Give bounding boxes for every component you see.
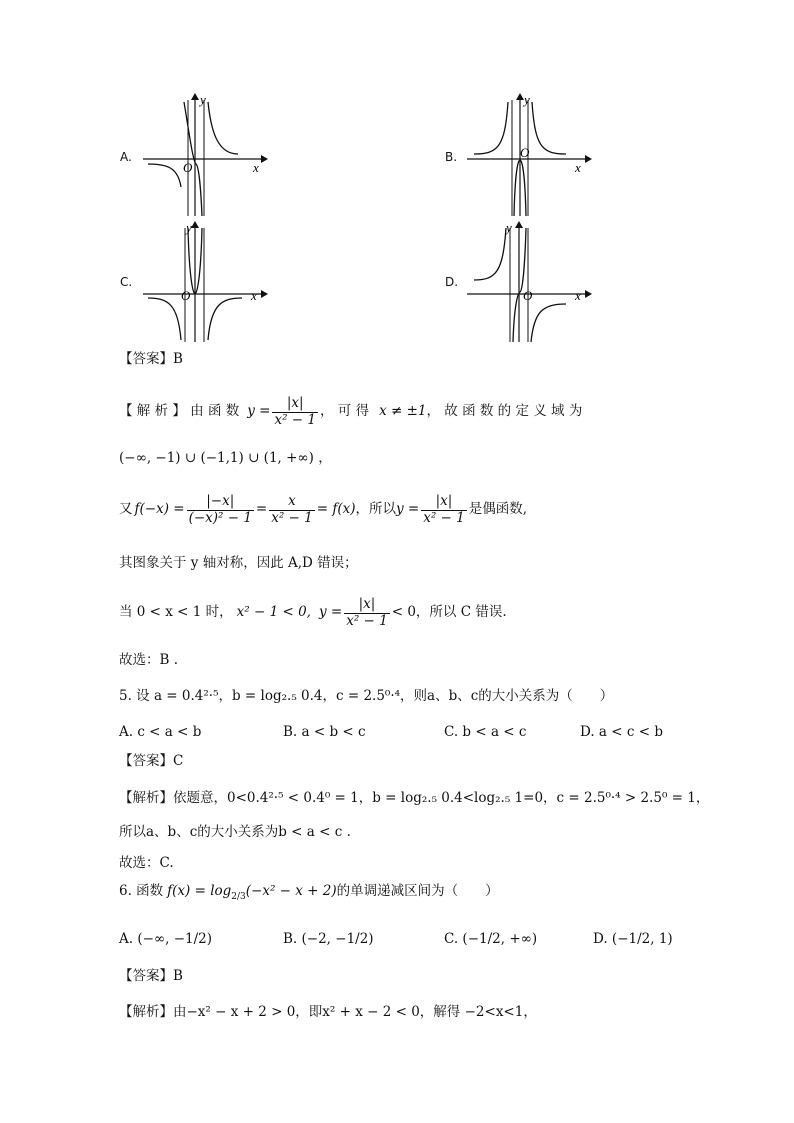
q6-stem: [119, 883, 499, 903]
graph-d-letter: D.: [445, 275, 459, 289]
q4-frac-x-den: x² − 1: [271, 509, 313, 526]
q5-conclusion: 所以a、b、c的大小关系为b < a < c .: [119, 824, 351, 840]
q4-fraction-x: [269, 494, 315, 526]
q4-y-eq3: y =: [318, 604, 343, 621]
q5-option-d: D. a < c < b: [580, 724, 663, 740]
q4-choose: 故选：B .: [119, 652, 179, 668]
q4-answer: 【答案】B: [119, 351, 183, 367]
q5-option-b: B. a < b < c: [283, 724, 366, 740]
graph-b-y-label: y: [524, 92, 530, 107]
q6-stem-arg: (−x² − x + 2): [245, 883, 337, 899]
graph-c-x-label: x: [251, 288, 257, 303]
q4-frac-neg-num: |−x|: [187, 494, 254, 511]
q4-analysis-line5: [119, 597, 507, 629]
q6-option-d: D. (−1/2, 1): [593, 931, 673, 947]
graph-a-origin-label: O: [183, 160, 193, 175]
q4-frac-x-num: x: [269, 494, 315, 511]
q4-symmetry: 其图象关于 y 轴对称，因此 A,D 错误；: [119, 555, 358, 571]
q6-answer: 【答案】B: [119, 968, 183, 984]
q4-domain-union: (−∞, −1) ∪ (−1,1) ∪ (1, +∞) ，: [119, 450, 332, 466]
q6-option-b: B. (−2, −1/2): [283, 931, 374, 947]
q4-eq: =: [255, 501, 268, 518]
graph-a-letter: A.: [120, 150, 132, 164]
q4-frac2-num: |x|: [421, 494, 467, 511]
graph-c: [138, 220, 268, 344]
graph-c-origin-label: O: [181, 288, 191, 303]
q4-f-neg-x: f(−x) =: [134, 501, 185, 518]
graph-b-x-label: x: [575, 160, 581, 175]
q4-x2-neg: x² − 1 < 0,: [236, 604, 311, 621]
graph-d-origin-label: O: [523, 288, 533, 303]
q4-y-eq: y =: [247, 403, 271, 420]
graph-a: [138, 92, 268, 220]
q4-analysis-line1: [119, 396, 582, 428]
graph-d-x-label: x: [575, 288, 581, 303]
q4-frac-neg-den: (−x)² − 1: [188, 509, 252, 526]
q5-answer: 【答案】C: [119, 753, 184, 769]
graph-b: [462, 92, 592, 220]
q4-is-even: 是偶函数,: [468, 501, 528, 518]
q4-fraction-2: [421, 494, 467, 526]
q6-stem-prefix: 6. 函数: [119, 883, 164, 899]
q4-fraction-3: [344, 597, 390, 629]
graph-c-y-label: y: [186, 220, 192, 235]
q5-analysis: 【解析】依题意，0<0.4²·⁵ < 0.4⁰ = 1，b = log₂.₅ 0.4<log₂.₅ 1=0，c = 2.5⁰·⁴ > 2.5⁰ = 1，: [119, 790, 710, 806]
q6-stem-base: 2/3: [231, 892, 246, 903]
graph-b-letter: B.: [445, 150, 458, 164]
q4-also: 又: [119, 501, 133, 518]
q6-option-c: C. (−1/2, +∞): [444, 931, 538, 947]
q4-x-neq: x ≠ ±1: [379, 403, 427, 420]
q6-option-a: A. (−∞, −1/2): [119, 931, 213, 947]
q4-y-eq2: y =: [396, 501, 420, 518]
q4-frac2-den: x² − 1: [423, 509, 465, 526]
graph-a-x-label: x: [253, 160, 259, 175]
q4-domain-text: ， 故 函 数 的 定 义 域 为: [426, 403, 583, 420]
graph-a-y-label: y: [200, 92, 206, 107]
q6-stem-func: f(x) = log: [167, 883, 232, 899]
q4-ke-de: ， 可 得: [320, 403, 370, 420]
q4-frac3-num: |x|: [344, 597, 390, 614]
q5-stem: 5. 设 a = 0.4²·⁵，b = log₂.₅ 0.4，c = 2.5⁰·⁴，则a、b、c的大小关系为（ ）: [119, 688, 614, 704]
q4-eq-fx: = f(x): [316, 501, 356, 518]
q4-frac3-den: x² − 1: [346, 612, 388, 629]
q4-frac-num: |x|: [272, 396, 318, 413]
q5-option-c: C. b < a < c: [444, 724, 527, 740]
q6-stem-suffix: 的单调递减区间为（ ）: [336, 883, 499, 899]
q5-option-a: A. c < a < b: [119, 724, 202, 740]
q4-fraction: [272, 396, 318, 428]
graph-d-y-label: y: [506, 220, 512, 235]
q4-analysis-line3: [119, 494, 527, 526]
q4-so-c-wrong: ，所以 C 错误.: [415, 604, 507, 621]
q4-frac-den: x² − 1: [274, 411, 316, 428]
q6-analysis: 【解析】由−x² − x + 2 > 0，即x² + x − 2 < 0，解得 −2<x<1，: [119, 1004, 537, 1020]
q5-choose: 故选：C.: [119, 855, 174, 871]
q4-when: 当 0 < x < 1 时，: [119, 604, 233, 621]
q4-fraction-neg: [187, 494, 254, 526]
graph-d: [462, 220, 592, 344]
q4-so: ，所以: [355, 501, 396, 518]
graph-b-origin-label: O: [520, 145, 530, 160]
q4-lt0: < 0: [391, 604, 416, 621]
q4-analysis-lead: 【 解 析 】 由 函 数: [119, 403, 240, 420]
graph-c-letter: C.: [120, 275, 133, 289]
